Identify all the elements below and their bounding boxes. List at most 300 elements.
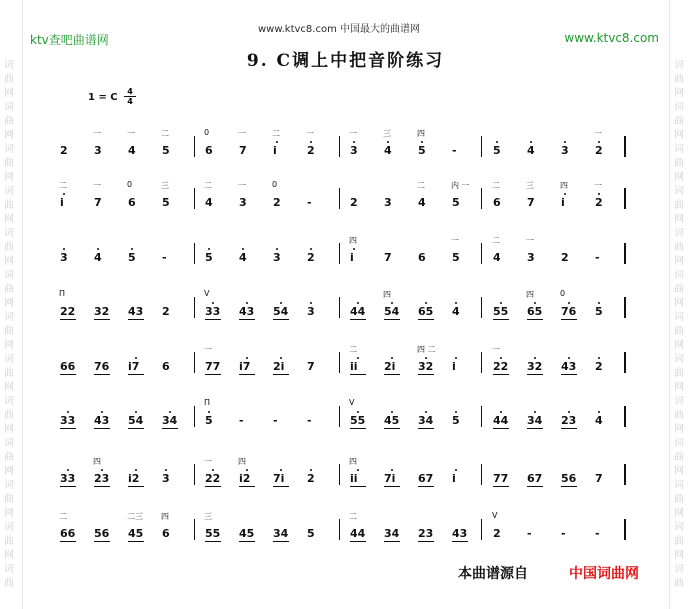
note: 7 <box>94 196 102 209</box>
watermark-char: 词 <box>674 228 684 239</box>
beam-underline <box>128 374 144 375</box>
note: 3 <box>60 251 68 264</box>
fingering-mark: 一 <box>93 129 101 138</box>
fingering-mark: 0 <box>272 180 278 189</box>
beam-underline <box>561 374 577 375</box>
note: 2i <box>384 360 396 373</box>
note: 43 <box>94 414 110 427</box>
octave-dot <box>387 141 389 143</box>
note: 33 <box>60 472 76 485</box>
bar-line <box>624 297 626 318</box>
note: 2 <box>493 527 501 540</box>
note: 5 <box>162 144 170 157</box>
note: 54 <box>128 414 144 427</box>
bar-line <box>194 188 195 209</box>
watermark-char: 曲 <box>674 410 684 421</box>
note: i <box>350 251 354 264</box>
note: 5 <box>205 251 213 264</box>
fingering-mark: 一 <box>204 345 212 354</box>
watermark-char: 词 <box>4 60 14 71</box>
fingering-mark: V <box>204 289 210 298</box>
note: 54 <box>273 305 289 318</box>
bar-line <box>194 352 195 373</box>
note: - <box>452 144 457 157</box>
watermark-char: 词 <box>4 186 14 197</box>
watermark-char: 曲 <box>674 536 684 547</box>
octave-dot <box>246 469 248 471</box>
note: - <box>561 527 566 540</box>
fingering-mark: 一 <box>594 181 602 190</box>
beam-underline <box>561 428 577 429</box>
octave-dot <box>534 357 536 359</box>
note: 77 <box>205 360 221 373</box>
octave-dot <box>568 411 570 413</box>
note: i7 <box>239 360 251 373</box>
beam-underline <box>493 319 509 320</box>
octave-dot <box>131 248 133 250</box>
bar-line <box>624 519 626 540</box>
fingering-mark: 二 <box>417 181 425 190</box>
octave-dot <box>598 141 600 143</box>
octave-dot <box>598 357 600 359</box>
watermark-char: 词 <box>4 354 14 365</box>
beam-underline <box>162 428 178 429</box>
watermark-char: 曲 <box>4 536 14 547</box>
fingering-mark: 一 <box>492 345 500 354</box>
bar-line <box>624 243 626 264</box>
octave-dot <box>455 357 457 359</box>
note: 5 <box>128 251 136 264</box>
watermark-char: 网 <box>674 340 684 351</box>
watermark-char: 网 <box>674 88 684 99</box>
beam-underline <box>452 541 468 542</box>
note: 67 <box>527 472 543 485</box>
fingering-mark: 二三 <box>127 512 143 521</box>
note: 2 <box>162 305 170 318</box>
octave-dot <box>598 411 600 413</box>
note: 34 <box>527 414 543 427</box>
note: 33 <box>205 305 221 318</box>
beam-underline <box>273 486 289 487</box>
beam-underline <box>273 319 289 320</box>
octave-dot <box>357 357 359 359</box>
note: 2 <box>273 196 281 209</box>
beam-underline <box>128 541 144 542</box>
beam-underline <box>350 428 366 429</box>
octave-dot <box>500 302 502 304</box>
bar-line <box>481 519 482 540</box>
note: 34 <box>384 527 400 540</box>
note: 32 <box>418 360 434 373</box>
beam-underline <box>561 319 577 320</box>
watermark-char: 词 <box>674 312 684 323</box>
beam-underline <box>205 319 221 320</box>
octave-dot <box>564 193 566 195</box>
fingering-mark: 二 <box>59 512 67 521</box>
octave-dot <box>169 411 171 413</box>
beam-underline <box>527 428 543 429</box>
octave-dot <box>310 248 312 250</box>
watermark-char: 词 <box>4 396 14 407</box>
bar-line <box>624 352 626 373</box>
note: 4 <box>418 196 426 209</box>
bar-line <box>194 243 195 264</box>
note: 22 <box>60 305 76 318</box>
note: 3 <box>162 472 170 485</box>
watermark-char: 曲 <box>4 410 14 421</box>
octave-dot <box>63 193 65 195</box>
fingering-mark: 二 <box>492 236 500 245</box>
beam-underline <box>94 319 110 320</box>
bar-line <box>481 243 482 264</box>
octave-dot <box>212 302 214 304</box>
watermark-char: 网 <box>674 214 684 225</box>
beam-underline <box>350 374 366 375</box>
note: 32 <box>527 360 543 373</box>
note: 6 <box>162 527 170 540</box>
beam-underline <box>384 428 400 429</box>
octave-dot <box>425 302 427 304</box>
note: - <box>273 414 278 427</box>
note: 5 <box>452 414 460 427</box>
octave-dot <box>357 469 359 471</box>
fingering-mark: 四 <box>560 181 568 190</box>
fingering-mark: 一 <box>127 129 135 138</box>
note: 5 <box>205 414 213 427</box>
octave-dot <box>165 469 167 471</box>
note: 2 <box>350 196 358 209</box>
watermark-char: 网 <box>674 256 684 267</box>
watermark-char: 曲 <box>4 494 14 505</box>
beam-underline <box>239 486 255 487</box>
note: - <box>527 527 532 540</box>
octave-dot <box>208 411 210 413</box>
note: 3 <box>527 251 535 264</box>
note: i <box>452 472 456 485</box>
watermark-char: 词 <box>4 438 14 449</box>
bar-line <box>624 136 626 157</box>
watermark-char: 词 <box>674 60 684 71</box>
octave-dot <box>97 248 99 250</box>
note: 32 <box>94 305 110 318</box>
note: 55 <box>493 305 509 318</box>
beam-underline <box>418 428 434 429</box>
watermark-char: 网 <box>674 424 684 435</box>
octave-dot <box>67 469 69 471</box>
watermark-char: 曲 <box>674 284 684 295</box>
beam-underline <box>205 541 221 542</box>
fingering-mark: 一 <box>451 236 459 245</box>
watermark-char: 词 <box>4 270 14 281</box>
note: 34 <box>418 414 434 427</box>
beam-underline <box>350 486 366 487</box>
octave-dot <box>353 248 355 250</box>
beam-underline <box>384 486 400 487</box>
top-site-banner: www.ktvc8.com 中国最大的曲谱网 <box>258 24 421 35</box>
octave-dot <box>568 302 570 304</box>
note: 7i <box>273 472 285 485</box>
watermark-char: 曲 <box>4 326 14 337</box>
beam-underline <box>561 486 577 487</box>
fingering-mark: 一 <box>349 129 357 138</box>
beam-underline <box>94 428 110 429</box>
octave-dot <box>455 411 457 413</box>
note: - <box>307 196 312 209</box>
watermark-char: 曲 <box>4 368 14 379</box>
watermark-char: 网 <box>4 214 14 225</box>
beam-underline <box>128 428 144 429</box>
fingering-mark: 一 <box>204 457 212 466</box>
beam-underline <box>239 374 255 375</box>
bar-line <box>481 297 482 318</box>
note: 23 <box>94 472 110 485</box>
bar-line <box>481 352 482 373</box>
beam-underline <box>128 486 144 487</box>
watermark-char: 词 <box>674 270 684 281</box>
fingering-mark: 三 <box>383 129 391 138</box>
note: 77 <box>493 472 509 485</box>
fingering-mark: 二 <box>492 181 500 190</box>
beam-underline <box>527 486 543 487</box>
octave-dot <box>208 248 210 250</box>
fingering-mark: 0 <box>560 289 566 298</box>
watermark-char: 网 <box>674 550 684 561</box>
bar-line <box>624 464 626 485</box>
watermark-char: 曲 <box>674 74 684 85</box>
watermark-char: 网 <box>4 424 14 435</box>
beam-underline <box>418 486 434 487</box>
note: 2 <box>595 196 603 209</box>
watermark-char: 曲 <box>674 494 684 505</box>
fingering-mark: 二 <box>59 181 67 190</box>
octave-dot <box>530 141 532 143</box>
watermark-char: 网 <box>4 88 14 99</box>
watermark-char: 词 <box>4 312 14 323</box>
note: i <box>273 144 277 157</box>
note: 34 <box>273 527 289 540</box>
note: 23 <box>418 527 434 540</box>
octave-dot <box>425 411 427 413</box>
watermark-char: 网 <box>674 466 684 477</box>
watermark-char: 网 <box>4 130 14 141</box>
octave-dot <box>598 302 600 304</box>
bar-line <box>339 406 340 427</box>
fingering-mark: 四 <box>526 290 534 299</box>
octave-dot <box>391 469 393 471</box>
watermark-char: 词 <box>4 228 14 239</box>
note: 6 <box>418 251 426 264</box>
note: 22 <box>493 360 509 373</box>
octave-dot <box>135 469 137 471</box>
octave-dot <box>310 141 312 143</box>
note: - <box>239 414 244 427</box>
fingering-mark: 四 <box>349 457 357 466</box>
octave-dot <box>534 302 536 304</box>
octave-dot <box>280 302 282 304</box>
watermark-char: 网 <box>4 298 14 309</box>
beam-underline <box>350 319 366 320</box>
fingering-mark: 二 <box>204 181 212 190</box>
octave-dot <box>246 357 248 359</box>
note: ii <box>350 472 358 485</box>
watermark-char: 词 <box>674 438 684 449</box>
source-site-link[interactable]: 中国词曲网 <box>569 566 639 582</box>
note: i2 <box>128 472 140 485</box>
note: 2 <box>595 360 603 373</box>
note: 4 <box>595 414 603 427</box>
note: 2 <box>595 144 603 157</box>
note: 65 <box>418 305 434 318</box>
note: 4 <box>452 305 460 318</box>
right-site-url[interactable]: www.ktvc8.com <box>564 31 659 45</box>
bar-line <box>194 406 195 427</box>
note: 66 <box>60 527 76 540</box>
time-signature-top: 4 <box>124 87 136 97</box>
fingering-mark: 四 <box>93 457 101 466</box>
note: 54 <box>384 305 400 318</box>
note: i <box>561 196 565 209</box>
fingering-mark: 一 <box>238 181 246 190</box>
octave-dot <box>357 302 359 304</box>
bar-line <box>194 136 195 157</box>
fingering-mark: 三 <box>161 181 169 190</box>
note: 5 <box>452 251 460 264</box>
source-label: 本曲谱源自 <box>458 566 528 582</box>
octave-dot <box>242 248 244 250</box>
watermark-char: 曲 <box>674 116 684 127</box>
fingering-mark: 二 <box>161 129 169 138</box>
beam-underline <box>273 374 289 375</box>
note: - <box>595 527 600 540</box>
note: 3 <box>384 196 392 209</box>
watermark-char: 曲 <box>4 74 14 85</box>
fingering-mark: 一 <box>594 129 602 138</box>
beam-underline <box>239 541 255 542</box>
octave-dot <box>101 469 103 471</box>
beam-underline <box>60 319 76 320</box>
fingering-mark: 四 <box>238 457 246 466</box>
note: 3 <box>561 144 569 157</box>
fingering-mark: 二 <box>272 129 280 138</box>
note: 45 <box>384 414 400 427</box>
note: i7 <box>128 360 140 373</box>
note: 43 <box>239 305 255 318</box>
fingering-mark: 三 <box>526 181 534 190</box>
time-signature-bottom: 4 <box>127 97 133 106</box>
watermark-char: 词 <box>674 522 684 533</box>
note: 44 <box>493 414 509 427</box>
bar-line <box>339 464 340 485</box>
beam-underline <box>239 319 255 320</box>
octave-dot <box>101 411 103 413</box>
note: i <box>60 196 64 209</box>
octave-dot <box>455 302 457 304</box>
note: 2 <box>60 144 68 157</box>
note: 5 <box>418 144 426 157</box>
octave-dot <box>67 411 69 413</box>
watermark-char: 网 <box>674 172 684 183</box>
octave-dot <box>310 469 312 471</box>
watermark-char: 词 <box>4 144 14 155</box>
bar-line <box>194 519 195 540</box>
octave-dot <box>310 302 312 304</box>
watermark-char: 曲 <box>4 116 14 127</box>
watermark-char: 词 <box>4 564 14 575</box>
note: 7 <box>384 251 392 264</box>
octave-dot <box>391 411 393 413</box>
watermark-char: 曲 <box>674 200 684 211</box>
fingering-mark: 二 <box>349 512 357 521</box>
note: 3 <box>239 196 247 209</box>
watermark-char: 词 <box>674 480 684 491</box>
note: 4 <box>527 144 535 157</box>
note: 43 <box>452 527 468 540</box>
fingering-mark: 四 二 <box>417 345 436 354</box>
left-site-logo[interactable]: ktv查吧曲谱网 <box>30 33 109 47</box>
note: - <box>162 251 167 264</box>
fingering-mark: 一 <box>93 181 101 190</box>
beam-underline <box>60 486 76 487</box>
note: 65 <box>527 305 543 318</box>
note: 66 <box>60 360 76 373</box>
beam-underline <box>60 428 76 429</box>
score-title: 9. C调上中把音阶练习 <box>246 51 445 71</box>
watermark-char: 词 <box>4 102 14 113</box>
beam-underline <box>350 541 366 542</box>
fingering-mark: 0 <box>127 180 133 189</box>
watermark-char: 网 <box>674 130 684 141</box>
note: 56 <box>94 527 110 540</box>
beam-underline <box>94 374 110 375</box>
octave-dot <box>564 141 566 143</box>
note: - <box>307 414 312 427</box>
note: 56 <box>561 472 577 485</box>
note: 34 <box>162 414 178 427</box>
note: ii <box>350 360 358 373</box>
note: 3 <box>273 251 281 264</box>
watermark-char: 曲 <box>674 242 684 253</box>
bar-line <box>481 136 482 157</box>
fingering-mark: Π <box>204 398 211 407</box>
octave-dot <box>276 141 278 143</box>
note: 43 <box>561 360 577 373</box>
fingering-mark: 二 <box>349 345 357 354</box>
octave-dot <box>568 357 570 359</box>
watermark-char: 词 <box>674 354 684 365</box>
note: 4 <box>128 144 136 157</box>
bar-line <box>339 297 340 318</box>
note: 7 <box>307 360 315 373</box>
note: 3 <box>94 144 102 157</box>
watermark-char: 网 <box>4 550 14 561</box>
bar-line <box>481 188 482 209</box>
bar-line <box>194 297 195 318</box>
watermark-char: 词 <box>4 522 14 533</box>
note: 7 <box>595 472 603 485</box>
note: 4 <box>493 251 501 264</box>
note: 2 <box>307 251 315 264</box>
note: 76 <box>94 360 110 373</box>
octave-dot <box>280 469 282 471</box>
fingering-mark: 内 一 <box>451 181 470 190</box>
beam-underline <box>418 319 434 320</box>
watermark-char: 曲 <box>674 452 684 463</box>
note: 2 <box>307 472 315 485</box>
watermark-char: 曲 <box>4 578 14 589</box>
fingering-mark: 0 <box>204 128 210 137</box>
bar-line <box>339 519 340 540</box>
octave-dot <box>425 357 427 359</box>
